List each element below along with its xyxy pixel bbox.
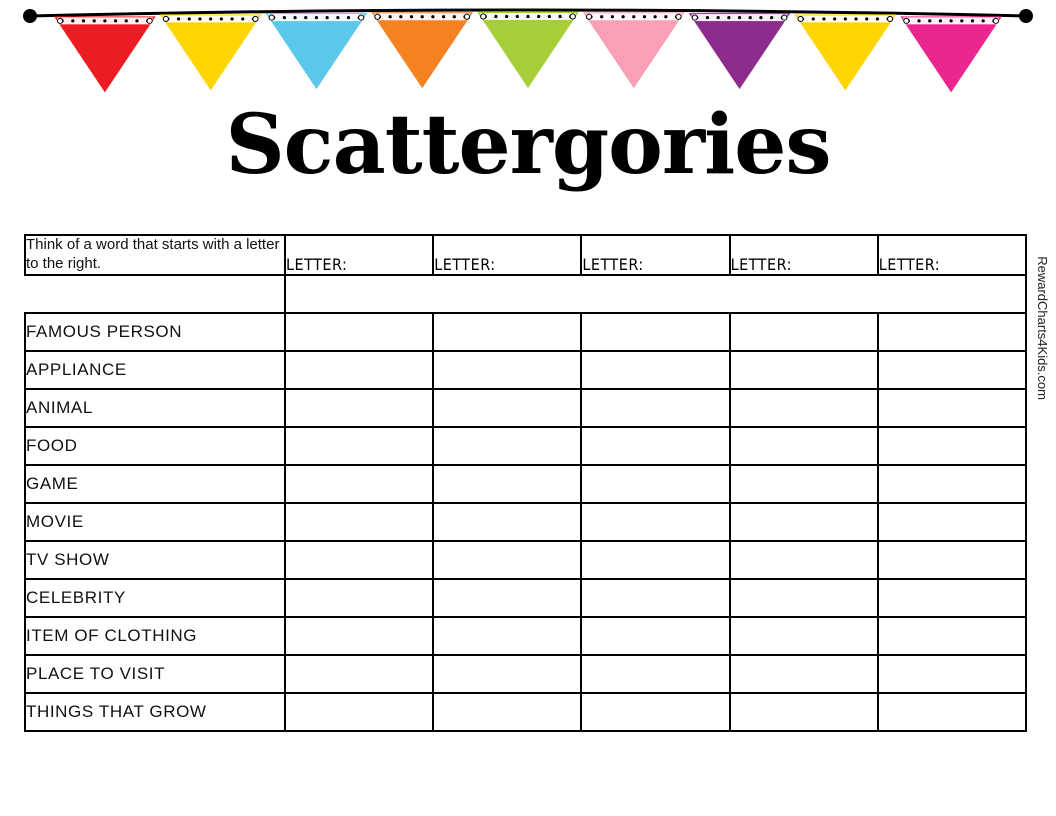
table-row: [25, 465, 1026, 503]
answer-cell[interactable]: [581, 389, 729, 427]
letter-header-5[interactable]: LETTER:: [878, 235, 1026, 275]
answer-cell[interactable]: [581, 579, 729, 617]
answer-cell[interactable]: [730, 693, 878, 731]
table-row: [25, 503, 1026, 541]
answer-cell[interactable]: [433, 693, 581, 731]
answer-cell[interactable]: [433, 313, 581, 351]
scattergories-sheet: [24, 234, 1027, 732]
answer-cell[interactable]: [581, 313, 729, 351]
answer-cell[interactable]: [285, 351, 433, 389]
answer-cell[interactable]: [730, 389, 878, 427]
spacer-cell-right: [285, 275, 1026, 313]
scattergories-table: [24, 234, 1027, 732]
answer-cell[interactable]: [285, 579, 433, 617]
answer-cell[interactable]: [878, 503, 1026, 541]
letter-header-1[interactable]: LETTER:: [285, 235, 433, 275]
answer-cell[interactable]: [878, 465, 1026, 503]
letter-header-4[interactable]: LETTER:: [730, 235, 878, 275]
answer-cell[interactable]: [285, 617, 433, 655]
answer-cell[interactable]: [581, 693, 729, 731]
answer-cell[interactable]: [730, 617, 878, 655]
site-credit: RewardCharts4Kids.com: [1035, 256, 1050, 400]
answer-cell[interactable]: [878, 313, 1026, 351]
table-header-row: [25, 235, 1026, 275]
letter-header-3[interactable]: LETTER:: [581, 235, 729, 275]
instructions-cell: Think of a word that starts with a letter to the right.: [25, 235, 285, 275]
category-label: CELEBRITY: [25, 579, 285, 617]
answer-cell[interactable]: [878, 389, 1026, 427]
answer-cell[interactable]: [878, 541, 1026, 579]
answer-cell[interactable]: [285, 427, 433, 465]
answer-cell[interactable]: [433, 503, 581, 541]
answer-cell[interactable]: [878, 617, 1026, 655]
answer-cell[interactable]: [878, 655, 1026, 693]
table-row: [25, 579, 1026, 617]
answer-cell[interactable]: [581, 541, 729, 579]
category-label: ANIMAL: [25, 389, 285, 427]
answer-cell[interactable]: [581, 427, 729, 465]
table-row: [25, 617, 1026, 655]
bunting-flag: [689, 13, 791, 89]
answer-cell[interactable]: [285, 541, 433, 579]
answer-cell[interactable]: [581, 503, 729, 541]
answer-cell[interactable]: [878, 351, 1026, 389]
answer-cell[interactable]: [730, 427, 878, 465]
answer-cell[interactable]: [285, 503, 433, 541]
answer-cell[interactable]: [285, 693, 433, 731]
category-label: FAMOUS PERSON: [25, 313, 285, 351]
category-label: GAME: [25, 465, 285, 503]
answer-cell[interactable]: [433, 617, 581, 655]
bunting-flag: [477, 12, 579, 88]
bunting-banner: [0, 0, 1056, 110]
answer-cell[interactable]: [730, 579, 878, 617]
bunting-flag: [795, 14, 897, 90]
answer-cell[interactable]: [581, 655, 729, 693]
answer-cell[interactable]: [285, 313, 433, 351]
answer-cell[interactable]: [730, 351, 878, 389]
answer-cell[interactable]: [433, 427, 581, 465]
bunting-flag: [266, 13, 368, 89]
answer-cell[interactable]: [581, 351, 729, 389]
answer-cell[interactable]: [433, 465, 581, 503]
letter-header-2[interactable]: LETTER:: [433, 235, 581, 275]
table-row: [25, 541, 1026, 579]
answer-cell[interactable]: [581, 617, 729, 655]
answer-cell[interactable]: [285, 389, 433, 427]
answer-cell[interactable]: [730, 503, 878, 541]
table-row: [25, 351, 1026, 389]
answer-cell[interactable]: [433, 389, 581, 427]
spacer-cell-left: [25, 275, 285, 313]
bunting-flag: [900, 16, 1002, 92]
category-label: ITEM OF CLOTHING: [25, 617, 285, 655]
answer-cell[interactable]: [285, 655, 433, 693]
bunting-flag: [54, 16, 156, 92]
page-title: Scattergories: [225, 97, 831, 193]
bunting-flag: [583, 12, 685, 88]
answer-cell[interactable]: [878, 693, 1026, 731]
answer-cell[interactable]: [433, 655, 581, 693]
bunting-flag: [371, 12, 473, 88]
answer-cell[interactable]: [730, 313, 878, 351]
category-label: FOOD: [25, 427, 285, 465]
answer-cell[interactable]: [730, 655, 878, 693]
table-row: [25, 427, 1026, 465]
answer-cell[interactable]: [730, 465, 878, 503]
answer-cell[interactable]: [730, 541, 878, 579]
answer-cell[interactable]: [285, 465, 433, 503]
answer-cell[interactable]: [433, 351, 581, 389]
table-row: [25, 655, 1026, 693]
answer-cell[interactable]: [878, 579, 1026, 617]
answer-cell[interactable]: [878, 427, 1026, 465]
spacer-row: [25, 275, 1026, 313]
answer-cell[interactable]: [581, 465, 729, 503]
bunting-flag: [160, 14, 262, 90]
answer-cell[interactable]: [433, 541, 581, 579]
category-label: PLACE TO VISIT: [25, 655, 285, 693]
category-label: MOVIE: [25, 503, 285, 541]
table-row: [25, 389, 1026, 427]
category-label: THINGS THAT GROW: [25, 693, 285, 731]
category-label: TV SHOW: [25, 541, 285, 579]
table-row: [25, 693, 1026, 731]
answer-cell[interactable]: [433, 579, 581, 617]
table-row: [25, 313, 1026, 351]
category-label: APPLIANCE: [25, 351, 285, 389]
